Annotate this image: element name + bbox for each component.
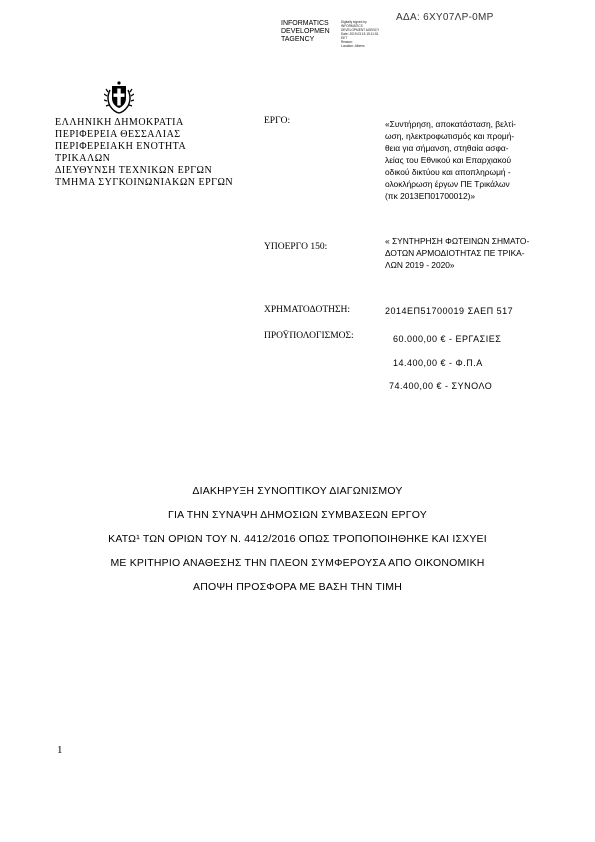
stamp-organization (281, 20, 341, 44)
digital-signature-stamp (281, 20, 401, 50)
notice-title-line: ΓΙΑ ΤΗΝ ΣΥΝΑΨΗ ΔΗΜΟΣΙΩΝ ΣΥΜΒΑΣΕΩΝ ΕΡΓΟΥ (168, 509, 427, 521)
stamp-detail-line: INFORMATICS (341, 24, 363, 28)
stamp-detail-line: EET (341, 36, 348, 40)
subproject-line: ΛΩΝ 2019 - 2020» (385, 260, 455, 270)
stamp-detail-line: DEVELOPMENT AGENCY (341, 28, 380, 32)
project-line: (πκ 2013ΕΠ01700012)» (385, 191, 476, 201)
notice-title-line: ΑΠΟΨΗ ΠΡΟΣΦΟΡΑ ΜΕ ΒΑΣΗ ΤΗΝ ΤΙΜΗ (192, 581, 403, 593)
project-line: θεια για σήμανση, στηθαία ασφα- (385, 143, 509, 153)
project-description (385, 118, 570, 202)
stamp-org-line: TAGENCY (281, 36, 315, 43)
greek-coat-of-arms-icon (104, 80, 134, 114)
issuer-block (55, 117, 233, 189)
page-number: 1 (57, 744, 63, 756)
subproject-description (385, 235, 570, 271)
issuer-line: ΤΜΗΜΑ ΣΥΓΚΟΙΝΩΝΙΑΚΩΝ ΕΡΓΩΝ (55, 177, 234, 188)
stamp-details (341, 20, 403, 48)
project-line: ολοκλήρωση έργων ΠΕ Τρικάλων (385, 179, 510, 189)
project-line: λείας του Εθνικού και Επαρχιακού (385, 155, 512, 165)
subproject-line: ΔΟΤΩΝ ΑΡΜΟΔΙΟΤΗΤΑΣ ΠΕ ΤΡΙΚΑ- (385, 248, 525, 258)
stamp-detail-line: Location: Athens (341, 44, 365, 48)
project-line: «Συντήρηση, αποκατάσταση, βελτί- (385, 119, 516, 129)
funding-label: ΧΡΗΜΑΤΟΔΟΤΗΣΗ: (264, 305, 351, 315)
stamp-detail-line: Reason: (341, 40, 353, 44)
subproject-label: ΥΠΟΕΡΓΟ 150: (264, 242, 328, 252)
budget-works: 60.000,00 € - ΕΡΓΑΣΙΕΣ (393, 334, 502, 344)
funding-value: 2014ΕΠ51700019 ΣΑΕΠ 517 (385, 306, 514, 316)
ada-code: ΑΔΑ: 6ΧΥ07ΛΡ-0ΜΡ (396, 12, 494, 23)
issuer-line: ΠΕΡΙΦΕΡΕΙΑ ΘΕΣΣΑΛΙΑΣ (55, 129, 181, 140)
project-line: οδικού δικτύου και αποπληρωμή - (385, 167, 511, 177)
notice-title-line: ΚΑΤΩ¹ ΤΩΝ ΟΡΙΩΝ ΤΟΥ Ν. 4412/2016 ΟΠΩΣ ΤΡΟΠΟΠΟΙΗΘΗΚΕ ΚΑΙ ΙΣΧΥΕΙ (108, 533, 487, 545)
project-label: ΕΡΓΟ: (264, 116, 291, 126)
issuer-line: ΤΡΙΚΑΛΩΝ (55, 153, 111, 164)
budget-label: ΠΡΟΫΠΟΛΟΓΙΣΜΟΣ: (264, 331, 354, 341)
subproject-line: « ΣΥΝΤΗΡΗΣΗ ΦΩΤΕΙΝΩΝ ΣΗΜΑΤΟ- (385, 236, 530, 246)
notice-title-line: ΔΙΑΚΗΡΥΞΗ ΣΥΝΟΠΤΙΚΟΥ ΔΙΑΓΩΝΙΣΜΟΥ (192, 485, 403, 497)
stamp-detail-line: Digitally signed by (341, 20, 367, 24)
project-line: ωση, ηλεκτροφωτισμός και προμή- (385, 131, 515, 141)
budget-vat: 14.400,00 € - Φ.Π.Α (393, 358, 483, 368)
notice-title-line: ΜΕ ΚΡΙΤΗΡΙΟ ΑΝΑΘΕΣΗΣ ΤΗΝ ΠΛΕΟΝ ΣΥΜΦΕΡΟΥΣΑ ΑΠΟ ΟΙΚΟΝΟΜΙΚΗ (110, 557, 485, 569)
stamp-org-line: DEVELOPMEN (281, 28, 330, 35)
issuer-line: ΕΛΛΗΝΙΚΗ ΔΗΜΟΚΡΑΤΙΑ (55, 117, 184, 128)
issuer-line: ΠΕΡΙΦΕΡΕΙΑΚΗ ΕΝΟΤΗΤΑ (55, 141, 187, 152)
budget-total: 74.400,00 € - ΣΥΝΟΛΟ (389, 381, 493, 391)
stamp-detail-line: Date: 2019.03.15 15:11:51 (341, 32, 379, 36)
issuer-line: ΔΙΕΥΘΥΝΣΗ ΤΕΧΝΙΚΩΝ ΕΡΓΩΝ (55, 165, 213, 176)
stamp-org-line: INFORMATICS (281, 20, 329, 27)
